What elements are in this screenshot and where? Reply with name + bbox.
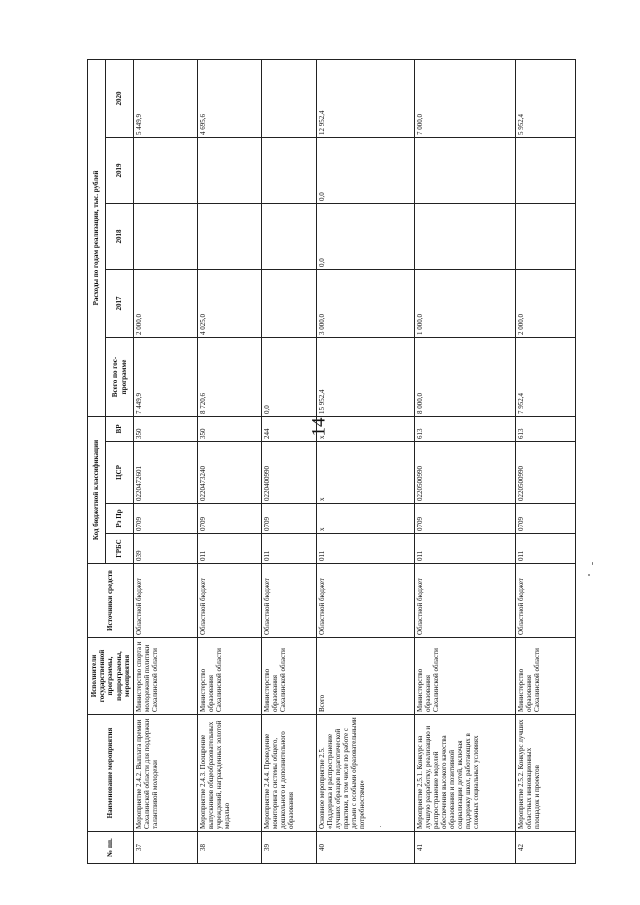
scan-speck <box>588 574 590 576</box>
row-name: Мероприятие 2.5.2. Конкурс лучших областных инновационных площадок и проектов <box>516 715 576 832</box>
row-2017 <box>262 269 317 337</box>
row-name: Мероприятие 2.4.4. Проведение мониторинга системы общего, дошкольного и дополнительного образования <box>262 715 317 832</box>
row-total: 7 952,4 <box>516 337 576 416</box>
row-2019 <box>262 137 317 203</box>
row-2020: 12 952,4 <box>317 59 415 137</box>
row-number: 42 <box>516 832 576 864</box>
row-number: 39 <box>262 832 317 864</box>
row-rz: 0709 <box>134 504 198 534</box>
row-2019 <box>415 137 516 203</box>
row-name: Мероприятие 2.4.2. Выплата премии Сахалинской области для поддержки талантливой молодежи <box>134 715 198 832</box>
row-grbs: 011 <box>198 534 262 564</box>
row-total: 7 449,9 <box>134 337 198 416</box>
row-executor: Министерство образования Сахалинской области <box>516 638 576 715</box>
header-budget-code: Код бюджетной классификации <box>88 416 106 563</box>
row-executor: Министерство образования Сахалинской области <box>415 638 516 715</box>
row-source: Областной бюджет <box>134 564 198 638</box>
row-vr: 350 <box>198 416 262 441</box>
row-2019 <box>198 137 262 203</box>
row-rz: х <box>317 504 415 534</box>
row-vr: х <box>317 416 415 441</box>
row-source: Областной бюджет <box>415 564 516 638</box>
budget-table <box>87 59 576 864</box>
row-2018: 0,0 <box>317 203 415 269</box>
row-csr: 0220400990 <box>262 442 317 504</box>
row-2020 <box>262 59 317 137</box>
header-num: № пп. <box>88 832 134 864</box>
row-total: 15 952,4 <box>317 337 415 416</box>
row-vr: 613 <box>415 416 516 441</box>
header-source: Источники средств <box>88 564 134 638</box>
row-rz: 0709 <box>516 504 576 534</box>
header-vr: ВР <box>106 416 134 441</box>
row-2018 <box>198 203 262 269</box>
table-body <box>134 59 576 863</box>
row-csr: 0220473240 <box>198 442 262 504</box>
row-name: Мероприятие 2.4.3. Поощрение выпускников общеобразовательных учреждений, награжденных золотой медалью <box>198 715 262 832</box>
row-csr: 0220500990 <box>415 442 516 504</box>
table-row <box>415 59 516 863</box>
row-grbs: 011 <box>516 534 576 564</box>
row-2017: 3 000,0 <box>317 269 415 337</box>
row-total: 8 000,0 <box>415 337 516 416</box>
budget-table-viewport <box>87 60 542 864</box>
header-executor: Исполнители государственной программы, подпрограммы, мероприятия <box>88 638 134 715</box>
row-number: 37 <box>134 832 198 864</box>
row-name: Мероприятие 2.5.1. Конкурс на лучшую разработку, реализацию и распространение моделей обеспечения высокого качества образования и позитивной социализации детей, включая поддержку школ, работающих в сложных социальных условиях <box>415 715 516 832</box>
row-2017: 2 000,0 <box>134 269 198 337</box>
page-number: 14 <box>308 417 329 437</box>
table-row <box>198 59 262 863</box>
header-2018: 2018 <box>106 203 134 269</box>
row-vr: 613 <box>516 416 576 441</box>
header-grbs: ГРБС <box>106 534 134 564</box>
row-total: 8 720,6 <box>198 337 262 416</box>
row-source: Областной бюджет <box>317 564 415 638</box>
row-2019 <box>516 137 576 203</box>
row-number: 38 <box>198 832 262 864</box>
row-2018 <box>134 203 198 269</box>
row-2019: 0,0 <box>317 137 415 203</box>
header-total: Всего по гос-программе <box>106 337 134 416</box>
row-2017: 4 025,0 <box>198 269 262 337</box>
row-number: 40 <box>317 832 415 864</box>
row-2019 <box>134 137 198 203</box>
row-grbs: 011 <box>317 534 415 564</box>
scan-speck <box>380 826 381 827</box>
row-vr: 244 <box>262 416 317 441</box>
row-grbs: 011 <box>415 534 516 564</box>
row-executor: Министерство образования Сахалинской области <box>262 638 317 715</box>
row-source: Областной бюджет <box>516 564 576 638</box>
header-2020: 2020 <box>106 59 134 137</box>
row-name: Основное мероприятие 2.5. «Поддержка и распространение лучших образцов педагогической практики, в том числе по работе с детьми с особыми образовательными потребностями» <box>317 715 415 832</box>
header-csr: ЦСР <box>106 442 134 504</box>
row-rz: 0709 <box>198 504 262 534</box>
header-name: Наименование мероприятия <box>88 715 134 832</box>
row-csr: х <box>317 442 415 504</box>
header-rz: Рз Пр <box>106 504 134 534</box>
header-2019: 2019 <box>106 137 134 203</box>
header-expenses: Расходы по годам реализации, тыс. рублей <box>88 59 106 416</box>
table-row <box>262 59 317 863</box>
row-executor: Министерство спорта и молодежной политики Сахалинской области <box>134 638 198 715</box>
scan-speck <box>592 562 593 565</box>
row-2020: 5 952,4 <box>516 59 576 137</box>
table-row <box>516 59 576 863</box>
row-2018 <box>415 203 516 269</box>
row-grbs: 011 <box>262 534 317 564</box>
row-rz: 0709 <box>415 504 516 534</box>
row-rz: 0709 <box>262 504 317 534</box>
row-executor: Министерство образования Сахалинской области <box>198 638 262 715</box>
row-2020: 7 000,0 <box>415 59 516 137</box>
row-total: 0,0 <box>262 337 317 416</box>
row-2017: 2 000,0 <box>516 269 576 337</box>
row-2018 <box>262 203 317 269</box>
header-2017: 2017 <box>106 269 134 337</box>
row-vr: 350 <box>134 416 198 441</box>
row-2017: 1 000,0 <box>415 269 516 337</box>
row-source: Областной бюджет <box>262 564 317 638</box>
row-source: Областной бюджет <box>198 564 262 638</box>
row-2018 <box>516 203 576 269</box>
row-number: 41 <box>415 832 516 864</box>
row-csr: 0220500990 <box>516 442 576 504</box>
table-row <box>134 59 198 863</box>
row-grbs: 039 <box>134 534 198 564</box>
table-row <box>317 59 415 863</box>
row-2020: 5 449,9 <box>134 59 198 137</box>
row-csr: 0220472601 <box>134 442 198 504</box>
row-executor: Всего <box>317 638 415 715</box>
row-2020: 4 695,6 <box>198 59 262 137</box>
rotated-table-container <box>87 60 542 864</box>
